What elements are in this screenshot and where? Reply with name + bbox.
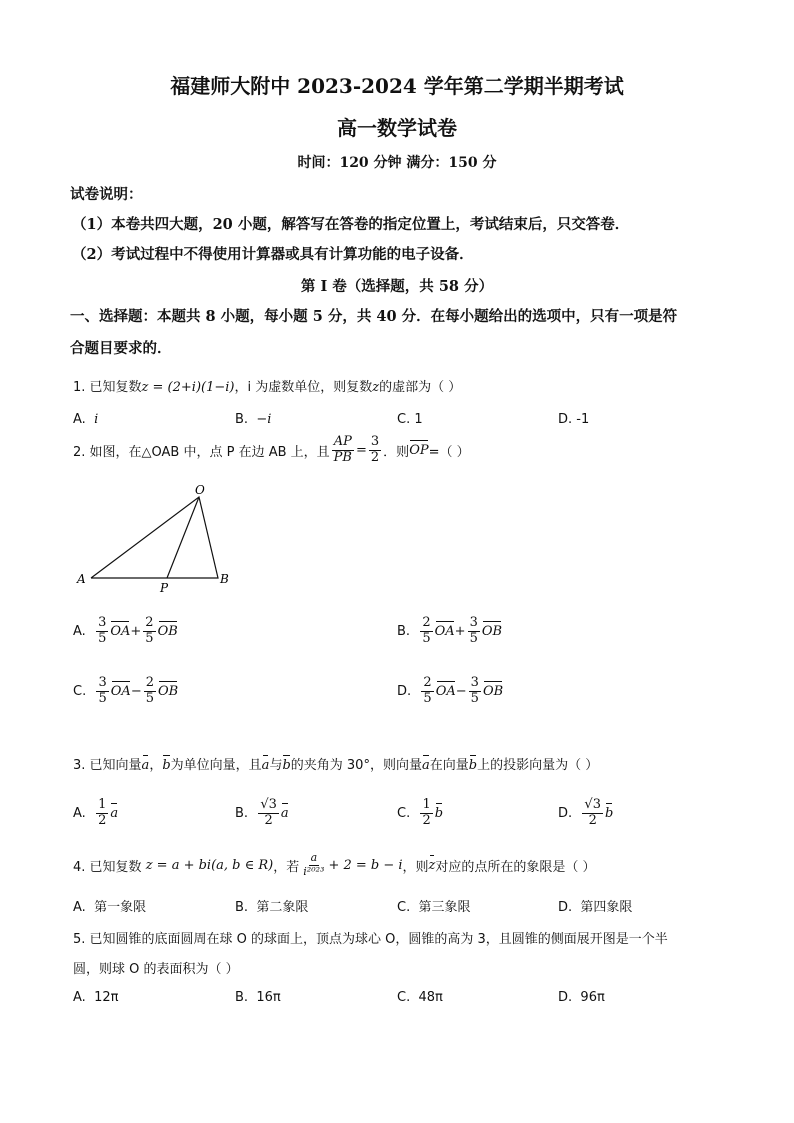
question-2: 2. 如图，在△OAB 中，点 P 在边 AB 上，且 $\frac{AP}{PB}$ = $\frac{3}{2}$ ．则 OP =（ ） [73, 434, 470, 465]
question-4: 4. 已知复数 z = a + bi(a, b ∈ R) ，若 $\frac{a}{\text{i²⁰²³}}$ + 2 = b − i ，则 z 对应的点所在的象限是（ ） [73, 851, 596, 878]
q2-ratio-value: $\frac{3}{2}$ [370, 434, 380, 465]
q3-option-c[interactable]: C. $\frac{1}{2}$ b [397, 797, 444, 828]
q2-option-b[interactable]: B. $\frac{2}{5}$ OA + $\frac{3}{5}$ OB [397, 615, 503, 646]
section1-instruction-line2: 合题目要求的． [70, 340, 172, 357]
q2-option-d[interactable]: D. $\frac{2}{5}$ OA − $\frac{3}{5}$ OB [397, 675, 504, 706]
part1-heading: 第 I 卷（选择题，共 58 分） [300, 278, 494, 295]
q3-option-a[interactable]: A. $\frac{1}{2}$ a [73, 797, 119, 828]
q1-option-b[interactable]: B. −i [235, 412, 272, 427]
q1-var: z [372, 380, 380, 395]
section1-instruction-line1: 一、选择题：本题共 8 小题，每小题 5 分，共 40 分．在每小题给出的选项中，只有一项是符 [70, 308, 678, 325]
q2-prefix: 2. 如图，在△OAB 中，点 P 在边 AB 上，且 [73, 444, 330, 460]
q5-option-d[interactable]: D. 96π [558, 990, 605, 1005]
exam-subtitle: 高一数学试卷 [337, 116, 457, 140]
q1-option-d[interactable]: D. -1 [558, 412, 590, 427]
q4-option-c[interactable]: C. 第三象限 [397, 900, 471, 915]
exam-title: 福建师大附中 2023-2024 学年第二学期半期考试 [170, 74, 624, 98]
question-1 [73, 376, 461, 395]
q2-triangle-figure [70, 480, 240, 595]
label-o: O [195, 483, 205, 497]
q1-expression: z = (2+i)(1−i) [141, 380, 235, 395]
q4-option-b[interactable]: B. 第二象限 [235, 900, 309, 915]
question-3: 3. 已知向量a，b为单位向量，且a与b的夹角为 30°，则向量a在向量b上的投影向量为（ ） [73, 758, 599, 773]
q2-ratio-fraction: $\frac{AP}{PB}$ [333, 434, 352, 465]
q1-prefix: 1. 已知复数 [73, 380, 142, 395]
triangle-oab [91, 497, 218, 578]
q1-option-a[interactable]: A. i [73, 412, 99, 427]
q5-option-c[interactable]: C. 48π [397, 990, 443, 1005]
q5-option-b[interactable]: B. 16π [235, 990, 281, 1005]
label-b: B [220, 572, 229, 586]
q1-middle: ，i 为虚数单位，则复数 [234, 380, 373, 395]
instruction-item-2: （2）考试过程中不得使用计算器或具有计算功能的电子设备． [72, 246, 474, 263]
q3-option-d[interactable]: D. $\frac{√3}{2}$ b [558, 797, 614, 828]
q4-option-a[interactable]: A. 第一象限 [73, 900, 147, 915]
question-5-line2: 圆，则球 O 的表面积为（ ） [73, 962, 239, 977]
q2-option-c[interactable]: C. $\frac{3}{5}$ OA − $\frac{2}{5}$ OB [73, 675, 179, 706]
q4-option-d[interactable]: D. 第四象限 [558, 900, 633, 915]
exam-time-info: 时间：120 分钟 满分：150 分 [297, 155, 497, 171]
q2-vector-op: OP [409, 442, 429, 458]
label-a: A [77, 572, 86, 586]
q2-option-a[interactable]: A. $\frac{3}{5}$ OA + $\frac{2}{5}$ OB [73, 615, 178, 646]
instruction-item-1: （1）本卷共四大题，20 小题，解答写在答卷的指定位置上，考试结束后，只交答卷． [72, 216, 630, 233]
instructions-heading: 试卷说明： [70, 186, 143, 203]
question-5-line1: 5. 已知圆锥的底面圆周在球 O 的球面上，顶点为球心 O，圆锥的高为 3，且圆锥的侧面展开图是一个半 [73, 932, 668, 947]
q1-option-c[interactable]: C. 1 [397, 412, 423, 427]
q1-suffix: 的虚部为（ ） [379, 380, 462, 395]
label-p: P [160, 581, 169, 595]
q3-option-b[interactable]: B. $\frac{√3}{2}$ a [235, 797, 289, 828]
q5-option-a[interactable]: A. 12π [73, 990, 119, 1005]
